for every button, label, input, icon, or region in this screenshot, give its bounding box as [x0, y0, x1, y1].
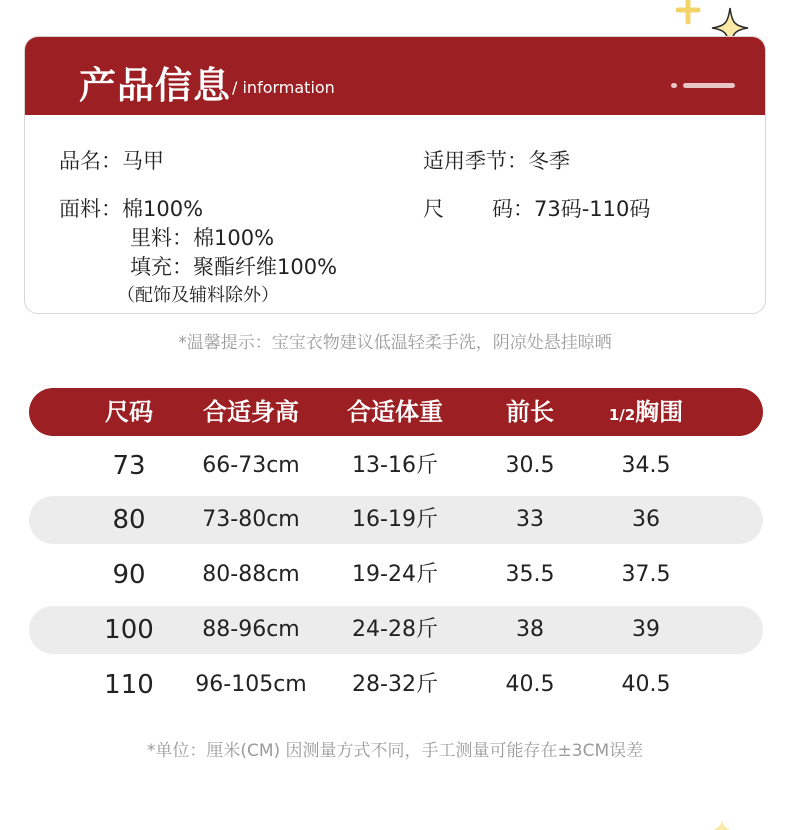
cell-height: 73-80cm — [202, 507, 300, 532]
cell-height: 88-96cm — [202, 617, 300, 642]
size-range-label-1: 尺 — [423, 197, 444, 221]
header-front-length: 前长 — [506, 398, 554, 426]
cell-size: 80 — [112, 505, 146, 535]
cell-front-length: 35.5 — [505, 562, 555, 587]
cell-front-length: 38 — [516, 617, 544, 642]
header-decoration — [671, 83, 735, 88]
header-half-chest-label: 胸围 — [635, 398, 684, 426]
care-tip: *温馨提示：宝宝衣物建议低温轻柔手洗，阴凉处悬挂晾晒 — [178, 333, 612, 353]
sparkle-icon — [712, 818, 732, 830]
cell-front-length: 40.5 — [505, 672, 555, 697]
cell-height: 66-73cm — [202, 453, 300, 478]
fabric-label: 面料： — [59, 197, 122, 221]
cell-weight: 19-24斤 — [352, 562, 438, 587]
cell-size: 73 — [112, 451, 146, 481]
table-row — [29, 606, 763, 654]
product-name-value: 马甲 — [122, 149, 164, 173]
lining-label: 里料： — [130, 226, 193, 250]
cell-half-chest: 36 — [632, 507, 660, 532]
header-height: 合适身高 — [203, 398, 299, 426]
product-info-title: 产品信息 — [79, 64, 231, 107]
cell-weight: 16-19斤 — [352, 507, 438, 532]
size-range-label-2: 码： — [492, 197, 534, 221]
cell-size: 100 — [104, 615, 154, 645]
table-row — [29, 661, 763, 709]
size-table-header — [29, 388, 763, 436]
cell-height: 80-88cm — [202, 562, 300, 587]
product-name-row — [59, 145, 164, 175]
fabric-value: 棉100% — [122, 197, 204, 221]
product-info-card — [24, 36, 766, 314]
product-info-subtitle: / information — [232, 78, 335, 97]
cell-half-chest: 34.5 — [621, 453, 671, 478]
cell-size: 90 — [112, 560, 146, 590]
fabric-row — [59, 193, 203, 223]
season-label: 适用季节： — [423, 149, 528, 173]
cell-front-length: 30.5 — [505, 453, 555, 478]
cell-half-chest: 37.5 — [621, 562, 671, 587]
season-value: 冬季 — [528, 149, 570, 173]
header-weight: 合适体重 — [347, 398, 443, 426]
filling-value: 聚酯纤维100% — [193, 255, 338, 279]
product-name-label: 品名： — [59, 149, 122, 173]
size-range-value: 73码-110码 — [534, 197, 651, 221]
cell-half-chest: 40.5 — [621, 672, 671, 697]
header-size: 尺码 — [105, 398, 153, 426]
table-row — [29, 551, 763, 599]
measurement-note: *单位：厘米(CM) 因测量方式不同，手工测量可能存在±3CM误差 — [146, 741, 644, 761]
cell-size: 110 — [104, 670, 154, 700]
season-row — [423, 145, 570, 175]
table-row — [29, 496, 763, 544]
lining-row — [130, 222, 274, 252]
exclusion-note: （配饰及辅料除外） — [117, 285, 279, 306]
cell-front-length: 33 — [516, 507, 544, 532]
header-half-chest-prefix: 1/2 — [608, 406, 636, 424]
cell-weight: 24-28斤 — [352, 617, 438, 642]
cell-weight: 28-32斤 — [352, 672, 438, 697]
header-half-chest — [609, 388, 683, 436]
table-row — [29, 442, 763, 490]
product-info-header — [25, 37, 765, 115]
cell-half-chest: 39 — [632, 617, 660, 642]
cell-weight: 13-16斤 — [352, 453, 438, 478]
filling-row — [130, 251, 337, 281]
cell-height: 96-105cm — [195, 672, 307, 697]
filling-label: 填充： — [130, 255, 193, 279]
lining-value: 棉100% — [193, 226, 275, 250]
size-range-row — [423, 193, 650, 223]
